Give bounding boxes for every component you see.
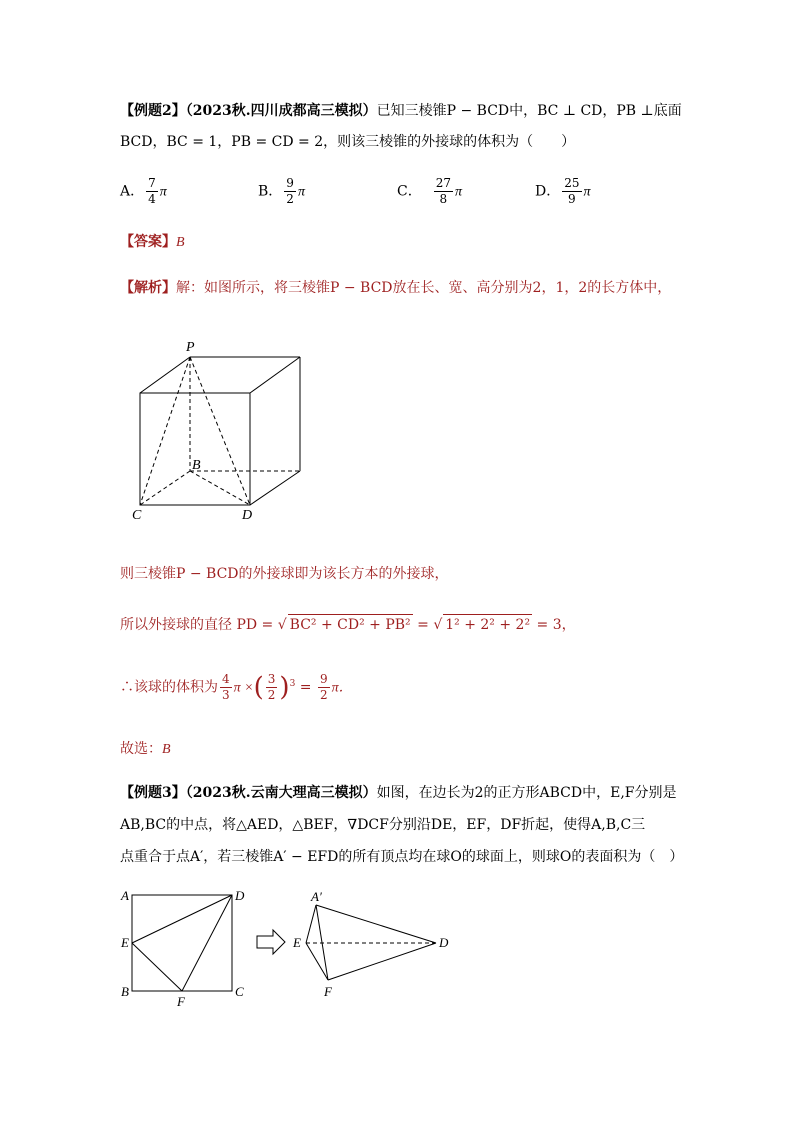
option-a-letter: A．	[120, 183, 145, 200]
fold-figure	[115, 880, 455, 1010]
choose-line	[120, 739, 171, 760]
diameter-suffix: = 3，	[532, 617, 576, 633]
volume-frac3-den: 2	[319, 688, 328, 702]
volume-frac2-den: 2	[267, 688, 276, 702]
analysis-text: 解：如图所示，将三棱锥P − BCD放在长、宽、高分别为2，1，2的长方体中，	[176, 280, 672, 296]
choose-label: 故选：	[120, 741, 162, 757]
option-b-num: 9	[286, 176, 294, 190]
example2-stem-line2: BCD，BC = 1，PB = CD = 2，则该三棱锥的外接球的体积为（ ）	[120, 134, 576, 150]
square-abcd	[132, 895, 232, 991]
option-b-letter: B．	[258, 183, 283, 200]
analysis-line	[120, 278, 671, 298]
example3-source: （2023秋.云南大理高三模拟）	[185, 785, 377, 801]
edge-ad	[316, 905, 436, 943]
option-a-den: 4	[148, 192, 156, 206]
cuboid-edge	[250, 357, 300, 393]
example2-stem-line1	[120, 101, 682, 121]
edge-pc	[140, 357, 190, 505]
label-b: B	[192, 458, 201, 473]
answer-line	[120, 232, 185, 253]
cuboid-front-face	[140, 393, 250, 505]
example3-stem-line2: AB,BC的中点，将△AED，△BEF，∇DCF分别沿DE，EF，DF折起，使得A,B,C三	[120, 817, 646, 833]
volume-exp: 3	[289, 678, 296, 689]
option-b-den: 2	[286, 192, 294, 206]
volume-frac1-num: 4	[222, 672, 230, 686]
solution-volume-line: ∴该球的体积为 $\frac{4}{3}$ π ×( $\frac{3}{2}$ )$^3$ = $\frac{9}{2}$ π．	[120, 672, 353, 703]
answer-value: B	[176, 235, 185, 250]
option-c-letter: C．	[397, 183, 422, 200]
diameter-prefix: 所以外接球的直径 PD =	[120, 617, 278, 633]
example3-stem-text1: 如图，在边长为2的正方形ABCD中，E,F分别是	[376, 785, 677, 801]
edge-fd	[328, 943, 436, 980]
segment-ef	[132, 943, 182, 991]
analysis-label: 【解析】	[120, 280, 176, 296]
tet-label-d: D	[439, 935, 449, 950]
example3-stem-line3: 点重合于点A′，若三棱锥A′ − EFD的所有顶点均在球O的球面上，则球O的表面积为（ ）	[120, 849, 684, 865]
option-d-letter: D．	[535, 183, 561, 200]
sq-label-c: C	[235, 984, 244, 999]
segment-ed	[132, 895, 232, 943]
volume-frac1-den: 3	[222, 688, 230, 702]
option-b-pi: π	[297, 184, 305, 200]
option-c-num: 27	[435, 176, 451, 190]
option-c-pi: π	[455, 184, 463, 200]
option-d-num: 25	[564, 176, 580, 190]
option-c-den: 8	[439, 192, 448, 206]
volume-frac2-num: 3	[267, 672, 276, 686]
diameter-sqrt1: BC² + CD² + PB²	[288, 614, 413, 635]
edge-pd	[190, 357, 250, 505]
cuboid-edge	[250, 471, 300, 505]
diameter-mid: =	[412, 617, 434, 633]
solution-diameter-line: 所以外接球的直径 PD = √ BC² + CD² + PB² = √ 1² + 2² + 2² = 3，	[120, 614, 576, 635]
option-c[interactable]	[397, 176, 462, 207]
sq-label-e: E	[121, 935, 129, 950]
sq-label-d: D	[235, 888, 245, 903]
example3-stem-line1	[120, 783, 676, 803]
tet-label-f: F	[324, 984, 332, 999]
diameter-sqrt2: 1² + 2² + 2²	[443, 614, 532, 635]
choose-value: B	[162, 742, 171, 757]
label-d: D	[242, 508, 253, 523]
sq-label-f: F	[177, 994, 185, 1009]
hidden-edge-bc	[140, 471, 190, 505]
example3-header: 【例题3】	[120, 785, 186, 801]
edge-ae	[306, 905, 316, 943]
option-d-pi: π	[583, 184, 591, 200]
edge-bd	[190, 471, 250, 505]
volume-frac3-num: 9	[319, 672, 328, 686]
answer-label: 【答案】	[120, 234, 176, 250]
example2-stem-text1: 已知三棱锥P − BCD中，BC ⊥ CD，PB ⊥底面	[376, 103, 682, 119]
option-b[interactable]	[258, 176, 305, 207]
sq-label-a: A	[121, 888, 129, 903]
option-a-num: 7	[148, 176, 156, 190]
tet-label-a: A′	[311, 889, 322, 904]
option-a-pi: π	[159, 184, 167, 200]
volume-suffix: π．	[331, 680, 353, 696]
cuboid-figure	[128, 335, 308, 525]
tet-label-e: E	[293, 935, 301, 950]
solution-sphere-line: 则三棱锥P − BCD的外接球即为该长方本的外接球，	[120, 566, 449, 582]
cuboid-edge	[140, 357, 190, 393]
arrow-icon	[257, 930, 285, 954]
segment-fd	[182, 895, 232, 991]
example2-header: 【例题2】	[120, 103, 186, 119]
label-p: P	[186, 340, 195, 355]
example2-source: （2023秋.四川成都高三模拟）	[185, 103, 377, 119]
volume-mid: π ×	[233, 680, 254, 696]
sq-label-b: B	[121, 984, 129, 999]
option-d[interactable]	[535, 176, 591, 207]
option-d-den: 9	[568, 192, 576, 206]
volume-eq: =	[295, 679, 316, 696]
option-a[interactable]	[120, 176, 167, 207]
label-c: C	[132, 508, 142, 523]
volume-prefix: ∴该球的体积为	[120, 679, 218, 696]
